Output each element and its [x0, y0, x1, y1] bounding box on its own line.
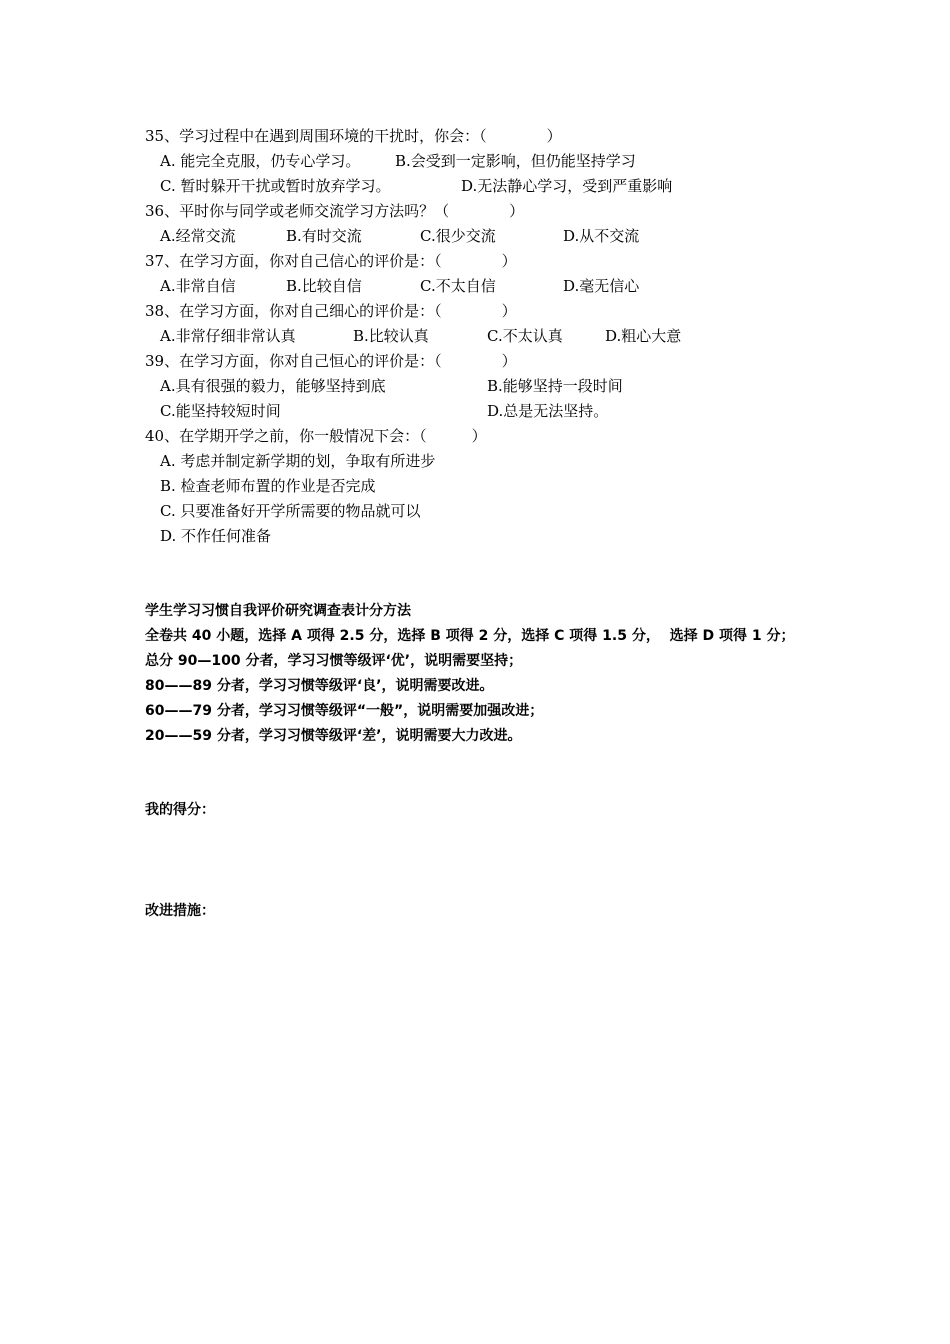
q37-option-d: D.毫无信心 [563, 277, 640, 295]
scoring-title: 学生学习习惯自我评价研究调查表计分方法 [145, 603, 411, 619]
question-39: 39、在学习方面，你对自己恒心的评价是：（ ） [145, 352, 517, 370]
question-37: 37、在学习方面，你对自己信心的评价是：（ ） [145, 252, 517, 270]
question-35: 35、学习过程中在遇到周围环境的干扰时，你会：（ ） [145, 127, 562, 145]
q39-option-c: C.能坚持较短时间 [160, 402, 281, 420]
q35-option-c: C. 暂时躲开干扰或暂时放弃学习。 [160, 177, 391, 195]
q38-option-d: D.粗心大意 [605, 327, 682, 345]
q38-option-a: A.非常仔细非常认真 [160, 327, 296, 345]
q35-option-a: A. 能完全克服，仍专心学习。 [160, 152, 361, 170]
q40-option-d: D. 不作任何准备 [160, 527, 272, 545]
question-40: 40、在学期开学之前，你一般情况下会：（ ） [145, 427, 487, 445]
q35-option-d: D.无法静心学习，受到严重影响 [461, 177, 673, 195]
q38-option-c: C.不太认真 [487, 327, 563, 345]
q40-option-a: A. 考虑并制定新学期的划，争取有所进步 [160, 452, 436, 470]
question-36: 36、平时你与同学或老师交流学习方法吗？（ ） [145, 202, 525, 220]
q36-option-d: D.从不交流 [563, 227, 640, 245]
q39-option-b: B.能够坚持一段时间 [487, 377, 623, 395]
q39-option-a: A.具有很强的毅力，能够坚持到底 [160, 377, 386, 395]
q35-option-b: B.会受到一定影响，但仍能坚持学习 [395, 152, 636, 170]
q36-option-a: A.经常交流 [160, 227, 236, 245]
my-score-label: 我的得分： [145, 802, 215, 818]
scoring-grade-excellent: 总分 90—100 分者，学习习惯等级评‘优’，说明需要坚持； [145, 653, 523, 669]
q40-option-c: C. 只要准备好开学所需要的物品就可以 [160, 502, 421, 520]
scoring-grade-good: 80——89 分者，学习习惯等级评‘良’，说明需要改进。 [145, 678, 494, 694]
q38-option-b: B.比较认真 [353, 327, 429, 345]
question-38: 38、在学习方面，你对自己细心的评价是：（ ） [145, 302, 517, 320]
q36-option-b: B.有时交流 [286, 227, 362, 245]
q39-option-d: D.总是无法坚持。 [487, 402, 609, 420]
q40-option-b: B. 检查老师布置的作业是否完成 [160, 477, 376, 495]
q37-option-c: C.不太自信 [420, 277, 496, 295]
q36-option-c: C.很少交流 [420, 227, 496, 245]
q37-option-a: A.非常自信 [160, 277, 236, 295]
scoring-rule: 全卷共 40 小题，选择 A 项得 2.5 分，选择 B 项得 2 分，选择 C 项得 1.5 分， 选择 D 项得 1 分； [145, 628, 795, 644]
improvement-label: 改进措施： [145, 903, 215, 919]
scoring-grade-poor: 20——59 分者，学习习惯等级评‘差’，说明需要大力改进。 [145, 728, 522, 744]
scoring-grade-average: 60——79 分者，学习习惯等级评“一般”，说明需要加强改进； [145, 703, 544, 719]
q37-option-b: B.比较自信 [286, 277, 362, 295]
